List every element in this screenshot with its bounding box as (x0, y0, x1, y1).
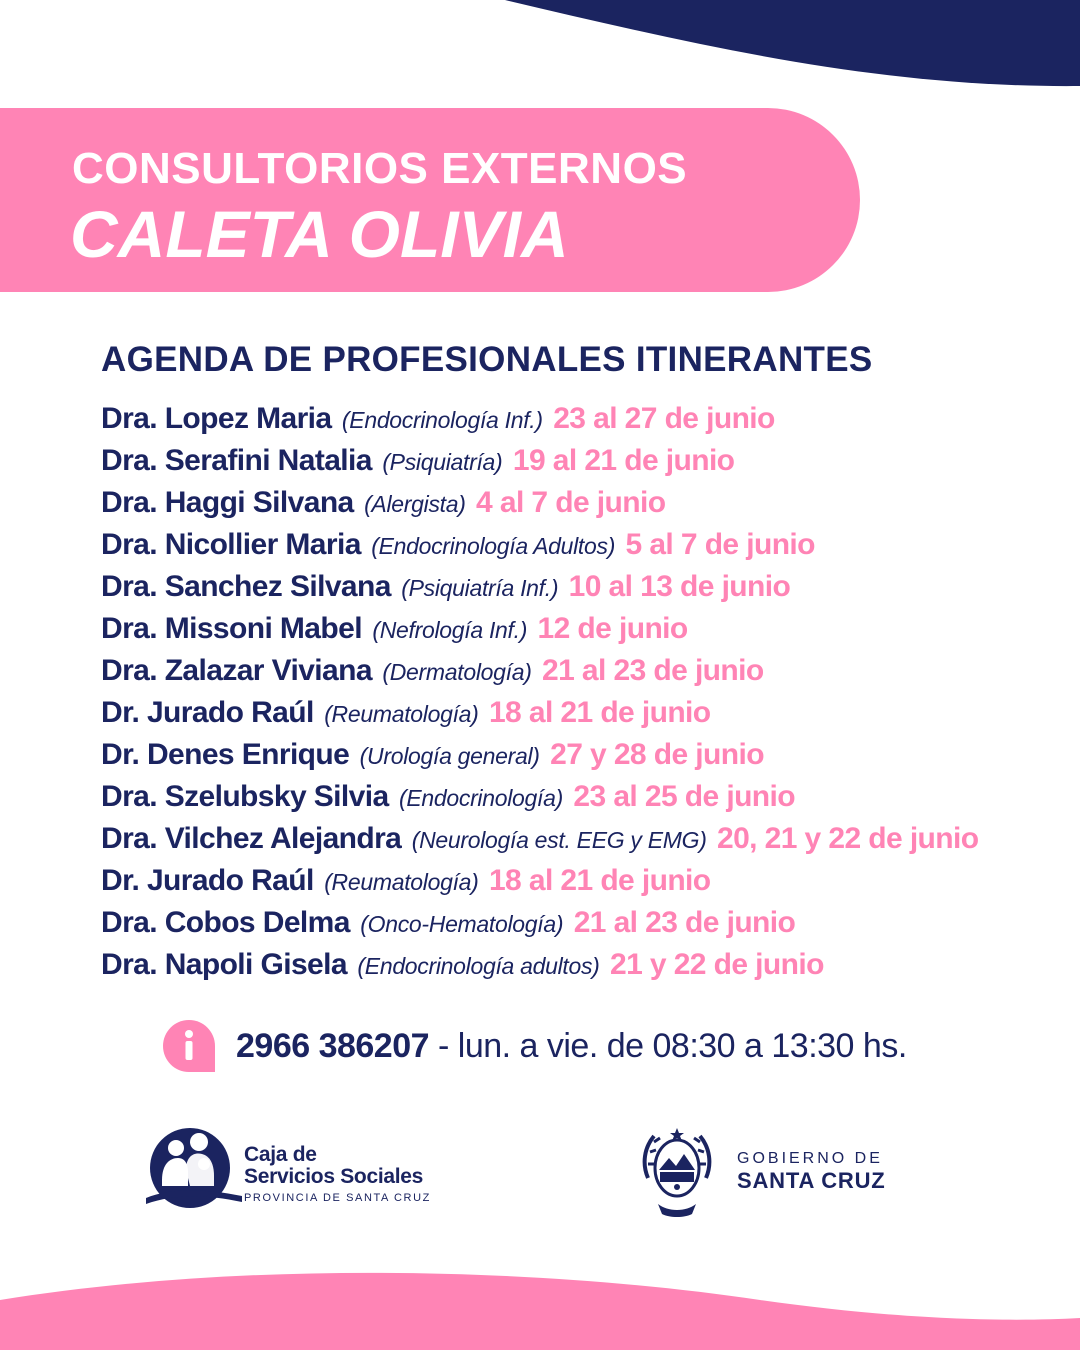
visit-dates: 10 al 13 de junio (568, 570, 791, 603)
office-hours: - lun. a vie. de 08:30 a 13:30 hs. (429, 1027, 907, 1065)
specialty: (Psiquiatría Inf.) (401, 575, 559, 601)
specialty: (Alergista) (364, 491, 466, 517)
doctor-name: Dra. Sanchez Silvana (101, 570, 391, 603)
doctor-name: Dra. Napoli Gisela (101, 948, 347, 981)
doctor-name: Dra. Serafini Natalia (101, 444, 372, 477)
bottom-pink-wave (0, 1273, 1080, 1350)
banner-title-line1: CONSULTORIOS EXTERNOS (72, 144, 688, 193)
phone-number: 2966 386207 (236, 1027, 430, 1065)
visit-dates: 18 al 21 de junio (488, 696, 711, 729)
schedule-row (101, 524, 1071, 566)
gobierno-logo-line1: GOBIERNO DE (737, 1150, 883, 1167)
schedule-row (101, 944, 1071, 986)
visit-dates: 19 al 21 de junio (512, 444, 735, 477)
visit-dates: 23 al 27 de junio (553, 402, 775, 435)
contact-line (236, 1022, 907, 1070)
schedule-list (101, 398, 1071, 986)
visit-dates: 5 al 7 de junio (625, 528, 815, 561)
visit-dates: 21 al 23 de junio (573, 906, 796, 939)
specialty: (Onco-Hematología) (360, 911, 564, 937)
visit-dates: 21 al 23 de junio (542, 654, 764, 687)
schedule-row (101, 608, 1071, 650)
specialty: (Neurología est. EEG y EMG) (411, 827, 707, 853)
info-icon (162, 1019, 216, 1073)
visit-dates: 18 al 21 de junio (488, 864, 711, 897)
banner-title-line2: CALETA OLIVIA (70, 197, 569, 271)
specialty: (Urología general) (359, 743, 540, 769)
doctor-name: Dr. Jurado Raúl (101, 864, 314, 897)
caja-logo-text (244, 1144, 431, 1206)
doctor-name: Dra. Nicollier Maria (101, 528, 361, 561)
schedule-row (101, 734, 1071, 776)
doctor-name: Dr. Jurado Raúl (101, 696, 314, 729)
doctor-name: Dra. Haggi Silvana (101, 486, 354, 519)
agenda-heading: AGENDA DE PROFESIONALES ITINERANTES (101, 340, 873, 379)
gobierno-logo-text (737, 1149, 886, 1193)
santa-cruz-seal-icon (636, 1120, 718, 1220)
caja-logo-line3: PROVINCIA DE SANTA CRUZ (244, 1192, 431, 1204)
schedule-row (101, 566, 1071, 608)
visit-dates: 23 al 25 de junio (573, 780, 795, 813)
doctor-name: Dra. Lopez Maria (101, 402, 332, 435)
visit-dates: 20, 21 y 22 de junio (717, 822, 979, 855)
caja-logo-icon (146, 1124, 242, 1208)
schedule-row (101, 692, 1071, 734)
schedule-row (101, 398, 1071, 440)
doctor-name: Dra. Missoni Mabel (101, 612, 362, 645)
doctor-name: Dra. Vilchez Alejandra (101, 822, 402, 855)
visit-dates: 27 y 28 de junio (550, 738, 764, 771)
visit-dates: 21 y 22 de junio (610, 948, 824, 981)
schedule-row (101, 860, 1071, 902)
caja-logo-line2: Servicios Sociales (244, 1165, 424, 1188)
specialty: (Endocrinología) (399, 785, 563, 811)
doctor-name: Dra. Szelubsky Silvia (101, 780, 389, 813)
specialty: (Endocrinología Inf.) (341, 407, 543, 433)
schedule-row (101, 776, 1071, 818)
specialty: (Endocrinología Adultos) (371, 533, 616, 559)
top-navy-wave (505, 0, 1080, 86)
schedule-row (101, 440, 1071, 482)
schedule-row (101, 482, 1071, 524)
schedule-row (101, 902, 1071, 944)
visit-dates: 12 de junio (537, 612, 688, 645)
specialty: (Reumatología) (324, 869, 479, 895)
visit-dates: 4 al 7 de junio (476, 486, 666, 519)
doctor-name: Dr. Denes Enrique (101, 738, 350, 771)
schedule-row (101, 650, 1071, 692)
specialty: (Psiquiatría) (382, 449, 503, 475)
doctor-name: Dra. Zalazar Viviana (101, 654, 372, 687)
doctor-name: Dra. Cobos Delma (101, 906, 350, 939)
gobierno-logo-line2: SANTA CRUZ (737, 1168, 886, 1193)
specialty: (Endocrinología adultos) (357, 953, 600, 979)
specialty: (Dermatología) (382, 659, 532, 685)
specialty: (Nefrología Inf.) (372, 617, 528, 643)
caja-logo-line1: Caja de (244, 1143, 317, 1166)
schedule-row (101, 818, 1071, 860)
specialty: (Reumatología) (324, 701, 479, 727)
